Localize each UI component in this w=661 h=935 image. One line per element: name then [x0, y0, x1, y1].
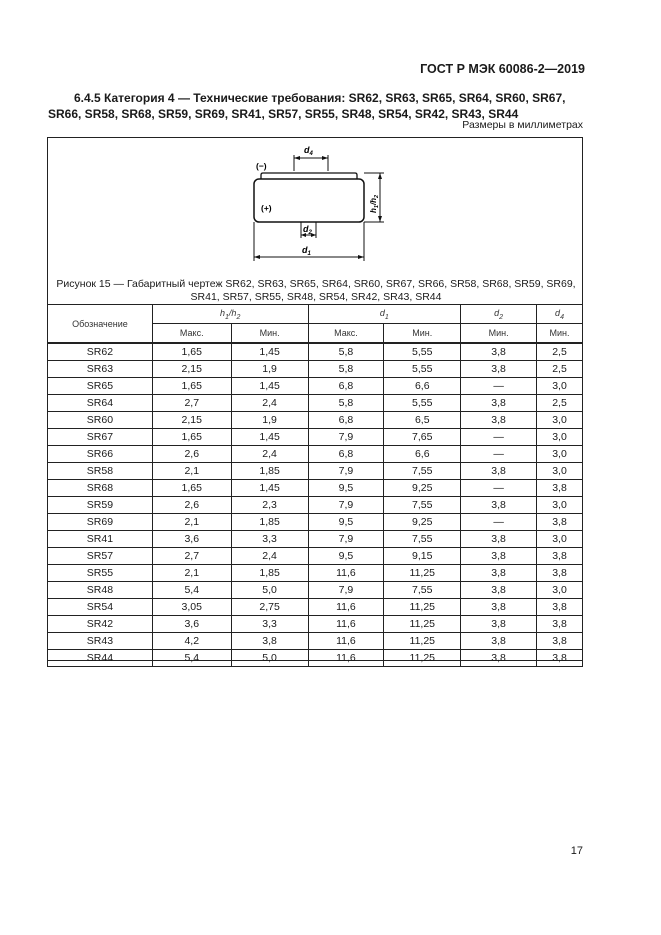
cell-d4-min: 3,0: [537, 463, 583, 480]
cell-h-max: 1,65: [152, 429, 231, 446]
cell-designation: SR62: [48, 343, 153, 361]
cell-h-max: 4,2: [152, 633, 231, 650]
table-row: [48, 565, 583, 582]
cell-d1-max: 6,8: [308, 412, 384, 429]
subheader-d4-min: Мин.: [537, 324, 583, 344]
cell-d1-min: 6,5: [384, 412, 461, 429]
h1-h2-label: $h_1/h_2$: [369, 194, 380, 213]
cell-d4-min: 3,0: [537, 429, 583, 446]
cell-d4-min: 3,8: [537, 599, 583, 616]
cell-h-max: 2,1: [152, 565, 231, 582]
cell-d4-min: 3,8: [537, 633, 583, 650]
cell-d4-min: 3,8: [537, 548, 583, 565]
standard-header: ГОСТ Р МЭК 60086-2—2019: [420, 62, 585, 76]
cell-d1-min: 9,25: [384, 480, 461, 497]
cell-h-min: 1,45: [231, 429, 308, 446]
cell-d1-max: 5,8: [308, 361, 384, 378]
cell-h-max: 1,65: [152, 378, 231, 395]
cell-h-max: 2,1: [152, 463, 231, 480]
cell-designation: SR41: [48, 531, 153, 548]
table-row: [48, 429, 583, 446]
cell-designation: SR59: [48, 497, 153, 514]
cell-h-max: 2,7: [152, 395, 231, 412]
cell-h-min: 2,4: [231, 446, 308, 463]
cell-h-max: 2,6: [152, 497, 231, 514]
cell-d4-min: 3,0: [537, 531, 583, 548]
cell-d2-min: —: [461, 378, 537, 395]
designation-header: Обозначение: [48, 305, 153, 344]
subheader-h-min: Мин.: [231, 324, 308, 344]
cell-d2-min: 3,8: [461, 395, 537, 412]
cell-d4-min: 3,0: [537, 446, 583, 463]
cell-h-min: 1,85: [231, 514, 308, 531]
table-row: [48, 599, 583, 616]
cell-h-max: 1,65: [152, 343, 231, 361]
cell-designation: SR57: [48, 548, 153, 565]
cell-d2-min: 3,8: [461, 633, 537, 650]
cell-d1-min: 5,55: [384, 343, 461, 361]
cell-designation: SR58: [48, 463, 153, 480]
cell-d1-max: 9,5: [308, 480, 384, 497]
cell-h-max: 2,6: [152, 446, 231, 463]
cell-designation: SR44: [48, 650, 153, 667]
cell-designation: SR63: [48, 361, 153, 378]
cell-designation: SR60: [48, 412, 153, 429]
cell-designation: SR68: [48, 480, 153, 497]
cell-d2-min: 3,8: [461, 565, 537, 582]
cell-d1-min: 7,55: [384, 497, 461, 514]
cell-d2-min: 3,8: [461, 548, 537, 565]
cell-d2-min: 3,8: [461, 650, 537, 667]
cell-d1-max: 7,9: [308, 531, 384, 548]
cell-h-max: 2,15: [152, 412, 231, 429]
cell-d4-min: 3,0: [537, 378, 583, 395]
cell-h-min: 3,3: [231, 531, 308, 548]
cell-d1-max: 7,9: [308, 582, 384, 599]
dimensions-table: [47, 304, 583, 667]
cell-d2-min: —: [461, 480, 537, 497]
cell-d4-min: 3,8: [537, 514, 583, 531]
cell-d2-min: 3,8: [461, 531, 537, 548]
cell-h-min: 3,8: [231, 633, 308, 650]
cell-d1-min: 11,25: [384, 599, 461, 616]
cell-h-max: 2,1: [152, 514, 231, 531]
cell-d2-min: 3,8: [461, 616, 537, 633]
cell-d1-max: 11,6: [308, 633, 384, 650]
cell-h-max: 3,05: [152, 599, 231, 616]
table-row: [48, 378, 583, 395]
cell-designation: SR66: [48, 446, 153, 463]
cell-d1-min: 11,25: [384, 650, 461, 667]
d4-label: $d_4$: [304, 145, 313, 157]
cell-d1-max: 6,8: [308, 446, 384, 463]
cell-d2-min: 3,8: [461, 343, 537, 361]
cell-d1-min: 11,25: [384, 616, 461, 633]
cell-h-min: 1,45: [231, 378, 308, 395]
cell-d4-min: 3,8: [537, 480, 583, 497]
table-row: [48, 616, 583, 633]
cell-designation: SR54: [48, 599, 153, 616]
table-row: [48, 480, 583, 497]
d2-header: $d_2$: [461, 305, 537, 324]
cell-d2-min: 3,8: [461, 412, 537, 429]
table-row: [48, 650, 583, 667]
cell-d4-min: 2,5: [537, 395, 583, 412]
cell-h-min: 1,85: [231, 463, 308, 480]
cell-d1-min: 6,6: [384, 446, 461, 463]
cell-h-min: 2,3: [231, 497, 308, 514]
table-row: [48, 395, 583, 412]
d1-header: $d_1$: [308, 305, 461, 324]
cell-h-max: 3,6: [152, 531, 231, 548]
section-title: 6.4.5 Категория 4 — Технические требования: SR62, SR63, SR65, SR64, SR60, SR67, SR66, SR58, SR68, SR59, SR69, SR41, SR57, SR55, SR48, SR54, SR42, SR43, SR44: [48, 91, 566, 121]
cell-d1-min: 11,25: [384, 633, 461, 650]
table-row: [48, 514, 583, 531]
cell-designation: SR48: [48, 582, 153, 599]
cell-d1-max: 7,9: [308, 429, 384, 446]
cell-d2-min: 3,8: [461, 463, 537, 480]
table-body: [48, 343, 583, 667]
cell-h-max: 5,4: [152, 582, 231, 599]
cell-d1-min: 9,15: [384, 548, 461, 565]
plus-terminal-label: (+): [261, 203, 272, 213]
cell-h-min: 1,45: [231, 480, 308, 497]
cell-d1-min: 7,65: [384, 429, 461, 446]
h1-h2-header: $h_1/h_2$: [152, 305, 308, 324]
cell-d2-min: 3,8: [461, 599, 537, 616]
cell-d1-max: 5,8: [308, 395, 384, 412]
cell-h-min: 2,4: [231, 548, 308, 565]
cell-d2-min: —: [461, 446, 537, 463]
cell-designation: SR43: [48, 633, 153, 650]
cell-h-min: 3,3: [231, 616, 308, 633]
cell-d2-min: —: [461, 514, 537, 531]
table-row: [48, 361, 583, 378]
cell-d2-min: 3,8: [461, 497, 537, 514]
d2-label: $d_2$: [303, 224, 312, 236]
cell-d4-min: 3,8: [537, 616, 583, 633]
subheader-d2-min: Мин.: [461, 324, 537, 344]
cell-d1-min: 9,25: [384, 514, 461, 531]
cell-d1-max: 6,8: [308, 378, 384, 395]
cell-d1-max: 11,6: [308, 650, 384, 667]
cell-d1-max: 9,5: [308, 548, 384, 565]
cell-d1-min: 7,55: [384, 582, 461, 599]
cell-h-min: 2,4: [231, 395, 308, 412]
cell-designation: SR55: [48, 565, 153, 582]
d1-label: $d_1$: [302, 245, 311, 257]
cell-d1-max: 11,6: [308, 616, 384, 633]
table-row: [48, 463, 583, 480]
subheader-d1-max: Макс.: [308, 324, 384, 344]
cell-designation: SR65: [48, 378, 153, 395]
cell-d1-max: 9,5: [308, 514, 384, 531]
cell-d1-max: 11,6: [308, 599, 384, 616]
table-row: [48, 446, 583, 463]
table-row: [48, 633, 583, 650]
cell-d4-min: 3,0: [537, 412, 583, 429]
cell-d1-max: 7,9: [308, 463, 384, 480]
cell-d2-min: —: [461, 429, 537, 446]
cell-d1-max: 11,6: [308, 565, 384, 582]
table-row: [48, 531, 583, 548]
figure-table-frame: [47, 137, 583, 664]
cell-d2-min: 3,8: [461, 361, 537, 378]
cell-h-min: 1,9: [231, 361, 308, 378]
cell-d1-min: 6,6: [384, 378, 461, 395]
cell-h-min: 1,45: [231, 343, 308, 361]
cell-d1-min: 5,55: [384, 395, 461, 412]
cell-d4-min: 2,5: [537, 343, 583, 361]
table-row: [48, 497, 583, 514]
cell-h-max: 3,6: [152, 616, 231, 633]
cell-d1-max: 5,8: [308, 343, 384, 361]
cell-designation: SR69: [48, 514, 153, 531]
table-row: [48, 548, 583, 565]
cell-designation: SR42: [48, 616, 153, 633]
cell-h-min: 2,75: [231, 599, 308, 616]
page-number: 17: [570, 845, 583, 857]
battery-dimension-drawing: [248, 143, 388, 273]
cell-d1-min: 7,55: [384, 531, 461, 548]
units-note: Размеры в миллиметрах: [462, 119, 583, 131]
subheader-h-max: Макс.: [152, 324, 231, 344]
cell-h-max: 2,7: [152, 548, 231, 565]
d4-header: $d_4$: [537, 305, 583, 324]
cell-d1-min: 7,55: [384, 463, 461, 480]
cell-d4-min: 3,0: [537, 497, 583, 514]
table-row: [48, 582, 583, 599]
cell-h-min: 1,85: [231, 565, 308, 582]
figure-caption: Рисунок 15 — Габаритный чертеж SR62, SR63, SR65, SR64, SR60, SR67, SR66, SR58, SR68, SR59, SR69, SR41, SR57, SR55, SR48, SR54, SR42, SR43, SR44: [56, 278, 576, 303]
subheader-d1-min: Мин.: [384, 324, 461, 344]
minus-terminal-label: (−): [256, 161, 267, 171]
cell-d2-min: 3,8: [461, 582, 537, 599]
table-row: [48, 343, 583, 361]
cell-designation: SR67: [48, 429, 153, 446]
cell-d4-min: 3,8: [537, 565, 583, 582]
cell-h-min: 5,0: [231, 582, 308, 599]
cell-d1-max: 7,9: [308, 497, 384, 514]
cell-d4-min: 3,0: [537, 582, 583, 599]
cell-d4-min: 2,5: [537, 361, 583, 378]
cell-h-max: 2,15: [152, 361, 231, 378]
cell-d4-min: 3,8: [537, 650, 583, 667]
cell-h-max: 5,4: [152, 650, 231, 667]
cell-h-min: 5,0: [231, 650, 308, 667]
cell-h-min: 1,9: [231, 412, 308, 429]
cell-d1-min: 5,55: [384, 361, 461, 378]
cell-h-max: 1,65: [152, 480, 231, 497]
cell-designation: SR64: [48, 395, 153, 412]
cell-d1-min: 11,25: [384, 565, 461, 582]
table-row: [48, 412, 583, 429]
